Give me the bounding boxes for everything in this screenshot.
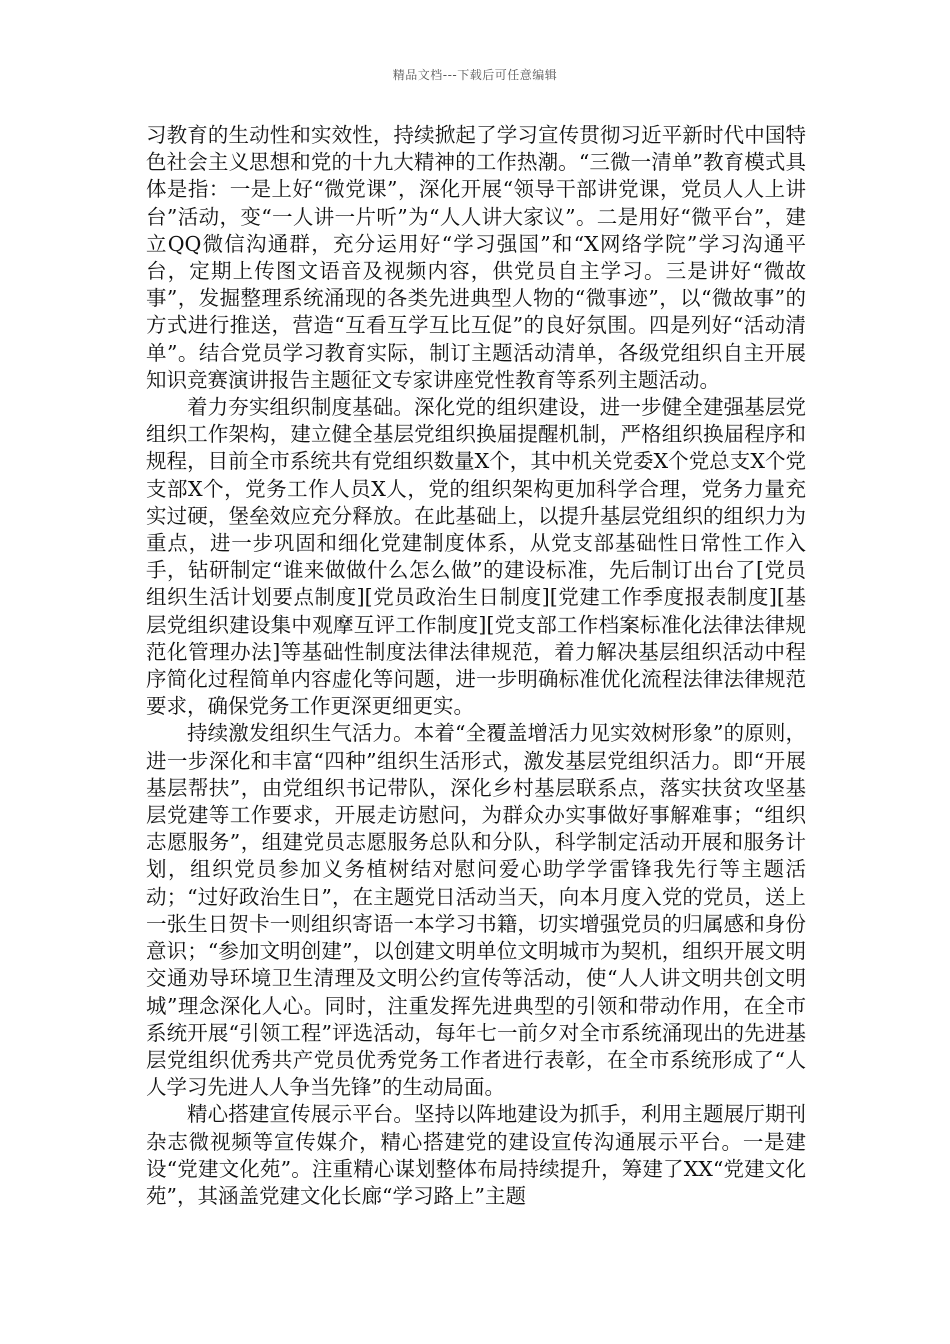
paragraph-continuation: 习教育的生动性和实效性，持续掀起了学习宣传贯彻习近平新时代中国特色社会主义思想和党的十九大精神的工作热潮。“三微一清单”教育模式具体是指：一是上好“微党课”，深化开展“领导干部讲党课，党员人人上讲台”活动，变“一人讲一片听”为“人人讲大家议”。二是用好“微平台”，建立QQ微信沟通群，充分运用好“学习强国”和“X网络学院”学习沟通平台，定期上传图文语音及视频内容，供党员自主学习。三是讲好“微故事”，发掘整理系统涌现的各类先进典型人物的“微事迹”，以“微故事”的方式进行推送，营造“互看互学互比互促”的良好氛围。四是列好“活动清单”。结合党员学习教育实际，制订主题活动清单，各级党组织自主开展知识竞赛演讲报告主题征文专家讲座党性教育等系列主题活动。	[146, 123, 806, 392]
document-body	[146, 122, 806, 1210]
paragraph-organization-vitality: 持续激发组织生气活力。本着“全覆盖增活力见实效树形象”的原则，进一步深化和丰富“四种”组织生活形式，激发基层党组织活力。即“开展基层帮扶”，由党组织书记带队，深化乡村基层联系点，落实扶贫攻坚基层党建等工作要求，开展走访慰问，为群众办实事做好事解难事；“组织志愿服务”，组建党员志愿服务总队和分队，科学制定活动开展和服务计划，组织党员参加义务植树结对慰问爱心助学学雷锋我先行等主题活动；“过好政治生日”，在主题党日活动当天，向本月度入党的党员，送上一张生日贺卡一则组织寄语一本学习书籍，切实增强党员的归属感和身份意识；“参加文明创建”，以创建文明单位文明城市为契机，组织开展文明交通劝导环境卫生清理及文明公约宣传等活动，使“人人讲文明共创文明城”理念深化人心。同时，注重发挥先进典型的引领和带动作用，在全市系统开展“引领工程”评选活动，每年七一前夕对全市系统涌现出的先进基层党组织优秀共产党员优秀党务工作者进行表彰，在全市系统形成了“人人学习先进人人争当先锋”的生动局面。	[146, 721, 806, 1100]
paragraph-publicity-platform: 精心搭建宣传展示平台。坚持以阵地建设为抓手，利用主题展厅期刊杂志微视频等宣传媒介，精心搭建党的建设宣传沟通展示平台。一是建设“党建文化苑”。注重精心谋划整体布局持续提升，筹建了XX“党建文化苑”，其涵盖党建文化长廊“学习路上”主题	[146, 1102, 806, 1208]
paragraph-organization-system: 着力夯实组织制度基础。深化党的组织建设，进一步健全建强基层党组织工作架构，建立健全基层党组织换届提醒机制，严格组织换届程序和规程，目前全市系统共有党组织数量X个，其中机关党委X个党总支X个党支部X个，党务工作人员X人，党的组织架构更加科学合理，党务力量充实过硬，堡垒效应充分释放。在此基础上，以提升基层党组织的组织力为重点，进一步巩固和细化党建制度体系，从党支部基础性日常性工作入手，钻研制定“谁来做做什么怎么做”的建设标准，先后制订出台了[党员组织生活计划要点制度][党员政治生日制度][党建工作季度报表制度][基层党组织建设集中观摩互评工作制度][党支部工作档案标准化法律法律规范化管理办法]等基础性制度法律法律规范，着力解决基层组织活动中程序简化过程简单内容虚化等问题，进一步明确标准优化流程法律法律规范要求，确保党务工作更深更细更实。	[146, 395, 806, 719]
page-header: 精品文档---下载后可任意编辑	[392, 68, 558, 82]
